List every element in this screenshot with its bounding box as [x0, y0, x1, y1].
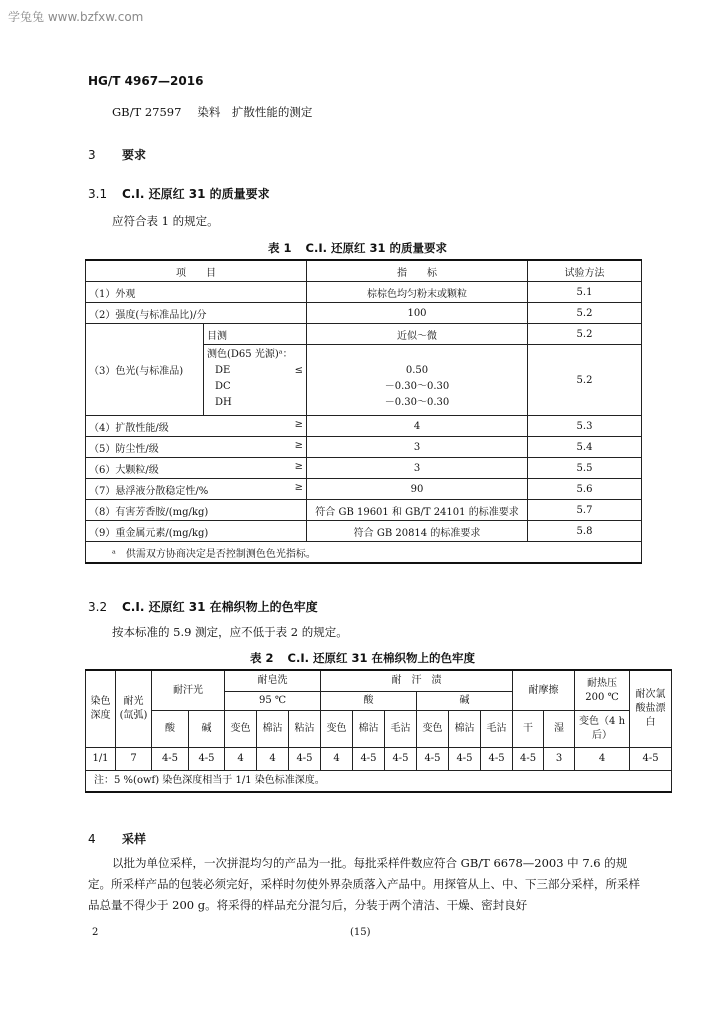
dc-value: －0.30～0.30 [384, 381, 450, 392]
cell-alkali-wool: 4-5 [481, 748, 513, 771]
shade-de-line [207, 363, 303, 379]
row-label: （4）扩散性能/级 [89, 422, 169, 434]
cell-wash-change: 4 [225, 748, 257, 771]
watermark: 学兔兔 www.bzfxw.com [8, 10, 144, 24]
sub-cotton: 棉沾 [353, 711, 385, 748]
h-alkali: 碱 [417, 692, 513, 711]
row-method: 5.2 [528, 303, 642, 324]
cell-persp-alkali: 4-5 [189, 748, 225, 771]
de-value: 0.50 [405, 365, 429, 376]
cell-depth: 1/1 [86, 748, 116, 771]
row-method: 5.7 [528, 500, 642, 521]
row-value: 符合 GB 19601 和 GB/T 24101 的标准要求 [307, 500, 528, 521]
table-row [86, 282, 642, 303]
section-3-1-heading [88, 185, 270, 202]
section-4-paragraph: 以批为单位采样，一次拼混均匀的产品为一批。每批采样件数应符合 GB/T 6678—2003 中 7.6 的规定。所采样产品的包装必须完好，采样时勿使外界杂质落入产品中。用探管从上、中、下三部分采样，所采样品总量不得少于 200 g。将采得的样品充分混匀后，分装于两个清洁、干燥、密封良好 [88, 856, 640, 912]
sub-hot: 变色（4 h 后） [575, 711, 630, 748]
sub-wool: 毛沾 [385, 711, 417, 748]
sub-stain: 粘沾 [289, 711, 321, 748]
sub-change: 变色 [225, 711, 257, 748]
table-row [86, 521, 642, 542]
page-number: 2 [92, 927, 99, 938]
h-sweat: 耐 汗 渍 [321, 670, 513, 692]
row-label-cell [86, 458, 307, 479]
row-value: 3 [307, 437, 528, 458]
section-4-title: 采样 [122, 832, 147, 846]
section-3-2-title: C.I. 还原红 31 在棉织物上的色牢度 [122, 600, 318, 614]
cell-rub-dry: 4-5 [513, 748, 544, 771]
row-label-shade: （3）色光(与标准品) [86, 324, 204, 416]
table-row-shade-visual [86, 324, 642, 345]
reference-code: GB/T 27597 [112, 105, 182, 119]
section-4-heading [88, 830, 146, 847]
cell-light: 7 [116, 748, 152, 771]
section-3-1-text: 应符合表 1 的规定。 [112, 214, 219, 228]
row-label-cell [86, 416, 307, 437]
cell-acid-change: 4 [321, 748, 353, 771]
cell-persp-acid: 4-5 [152, 748, 189, 771]
table-2 [85, 669, 672, 793]
table-2-header-row-3 [86, 711, 672, 748]
row-value: 4 [307, 416, 528, 437]
table-1-caption-title: C.I. 还原红 31 的质量要求 [305, 241, 447, 255]
h-hot-label: 耐热压 [587, 677, 618, 689]
sub-cotton: 棉沾 [449, 711, 481, 748]
table-row [86, 479, 642, 500]
sub-alkali: 碱 [189, 711, 225, 748]
shade-visual-method: 5.2 [528, 324, 642, 345]
ge-symbol: ≥ [294, 418, 303, 430]
section-3-num: 3 [88, 148, 96, 162]
table-2-caption-no: 表 2 [250, 651, 274, 665]
table-1-header-row [86, 260, 642, 282]
row-method: 5.1 [528, 282, 642, 303]
table-1-header-item: 项 目 [86, 260, 307, 282]
h-hot [575, 670, 630, 711]
h-acid: 酸 [321, 692, 417, 711]
section-3-1-num: 3.1 [88, 187, 108, 201]
row-label: （1）外观 [86, 282, 307, 303]
row-method: 5.5 [528, 458, 642, 479]
dc-label: DC [215, 381, 231, 392]
sub-change: 变色 [417, 711, 449, 748]
section-3-title: 要求 [122, 148, 147, 162]
dh-value: －0.30～0.30 [384, 397, 450, 408]
section-3-2-heading [88, 598, 318, 615]
row-value: 90 [307, 479, 528, 500]
table-2-note-row [86, 771, 672, 793]
row-value: 3 [307, 458, 528, 479]
cell-hot-change: 4 [575, 748, 630, 771]
h-light: 耐光(氙弧) [116, 670, 152, 748]
cell-alkali-cotton: 4-5 [449, 748, 481, 771]
h-depth: 染色深度 [86, 670, 116, 748]
h-hypo: 耐次氯酸盐漂白 [630, 670, 672, 748]
ge-symbol: ≥ [294, 460, 303, 472]
table-2-caption-title: C.I. 还原红 31 在棉织物上的色牢度 [287, 651, 475, 665]
cell-acid-wool: 4-5 [385, 748, 417, 771]
standard-number: HG/T 4967—2016 [88, 74, 204, 88]
cell-hypo: 4-5 [630, 748, 672, 771]
section-3-heading [88, 146, 146, 163]
shade-measured-method: 5.2 [528, 345, 642, 416]
row-label: （6）大颗粒/级 [89, 464, 159, 476]
page-center-number: (15) [350, 927, 371, 938]
shade-visual-value: 近似～微 [307, 324, 528, 345]
h-wash: 耐皂洗 [225, 670, 321, 692]
row-value: 符合 GB 20814 的标准要求 [307, 521, 528, 542]
row-label: （7）悬浮液分散稳定性/% [89, 485, 209, 497]
row-label-cell [86, 479, 307, 500]
table-1-caption [268, 240, 447, 256]
row-method: 5.4 [528, 437, 642, 458]
table-2-note: 注：5 %(owf) 染色深度相当于 1/1 染色标准深度。 [86, 771, 672, 793]
sub-cotton: 棉沾 [257, 711, 289, 748]
normative-reference [112, 104, 312, 120]
dh-label: DH [215, 397, 232, 408]
row-value: 棕棕色均匀粉末或颗粒 [307, 282, 528, 303]
ge-symbol: ≥ [294, 481, 303, 493]
shade-measured-label: 测色(D65 光源)ᵃ： [207, 349, 293, 360]
table-row [86, 500, 642, 521]
section-3-1-title: C.I. 还原红 31 的质量要求 [122, 187, 270, 201]
de-label: DE [215, 365, 231, 376]
table-row [86, 437, 642, 458]
cell-acid-cotton: 4-5 [353, 748, 385, 771]
h-rub: 耐摩擦 [513, 670, 575, 711]
section-3-2-text: 按本标准的 5.9 测定，应不低于表 2 的规定。 [112, 625, 348, 639]
sub-change: 变色 [321, 711, 353, 748]
table-1-header-method: 试验方法 [528, 260, 642, 282]
h-perspiration: 耐汗光 [152, 670, 225, 711]
ge-symbol: ≥ [294, 439, 303, 451]
table-row [86, 303, 642, 324]
row-label-cell [86, 437, 307, 458]
table-1-note-row [86, 542, 642, 564]
table-1-header-index: 指 标 [307, 260, 528, 282]
cell-rub-wet: 3 [544, 748, 575, 771]
table-1-caption-no: 表 1 [268, 241, 292, 255]
row-value: 100 [307, 303, 528, 324]
row-label: （9）重金属元素/(mg/kg) [86, 521, 307, 542]
table-2-header-row-1 [86, 670, 672, 692]
h-hot-temp: 200 ℃ [585, 691, 619, 703]
sub-dry: 干 [513, 711, 544, 748]
row-method: 5.3 [528, 416, 642, 437]
shade-visual-label: 目测 [204, 324, 307, 345]
table-2-caption [250, 650, 475, 666]
row-label: （2）强度(与标准品比)/分 [86, 303, 307, 324]
table-1-note: ᵃ 供需双方协商决定是否控制测色色光指标。 [86, 542, 642, 564]
cell-wash-cotton: 4 [257, 748, 289, 771]
row-method: 5.6 [528, 479, 642, 500]
reference-title: 染料 扩散性能的测定 [197, 105, 313, 119]
section-4-num: 4 [88, 832, 96, 846]
cell-wash-stain: 4-5 [289, 748, 321, 771]
sub-wet: 湿 [544, 711, 575, 748]
table-row [86, 416, 642, 437]
table-row [86, 458, 642, 479]
sub-acid: 酸 [152, 711, 189, 748]
le-symbol: ≤ [294, 365, 303, 376]
shade-measured-values [307, 345, 528, 416]
table-2-data-row [86, 748, 672, 771]
table-1 [85, 259, 642, 564]
h-wash-temp: 95 ℃ [225, 692, 321, 711]
row-label: （8）有害芳香胺/(mg/kg) [86, 500, 307, 521]
cell-alkali-change: 4-5 [417, 748, 449, 771]
row-label: （5）防尘性/级 [89, 443, 159, 455]
row-method: 5.8 [528, 521, 642, 542]
shade-measured-cell [204, 345, 307, 416]
section-3-2-num: 3.2 [88, 600, 108, 614]
sub-wool: 毛沾 [481, 711, 513, 748]
